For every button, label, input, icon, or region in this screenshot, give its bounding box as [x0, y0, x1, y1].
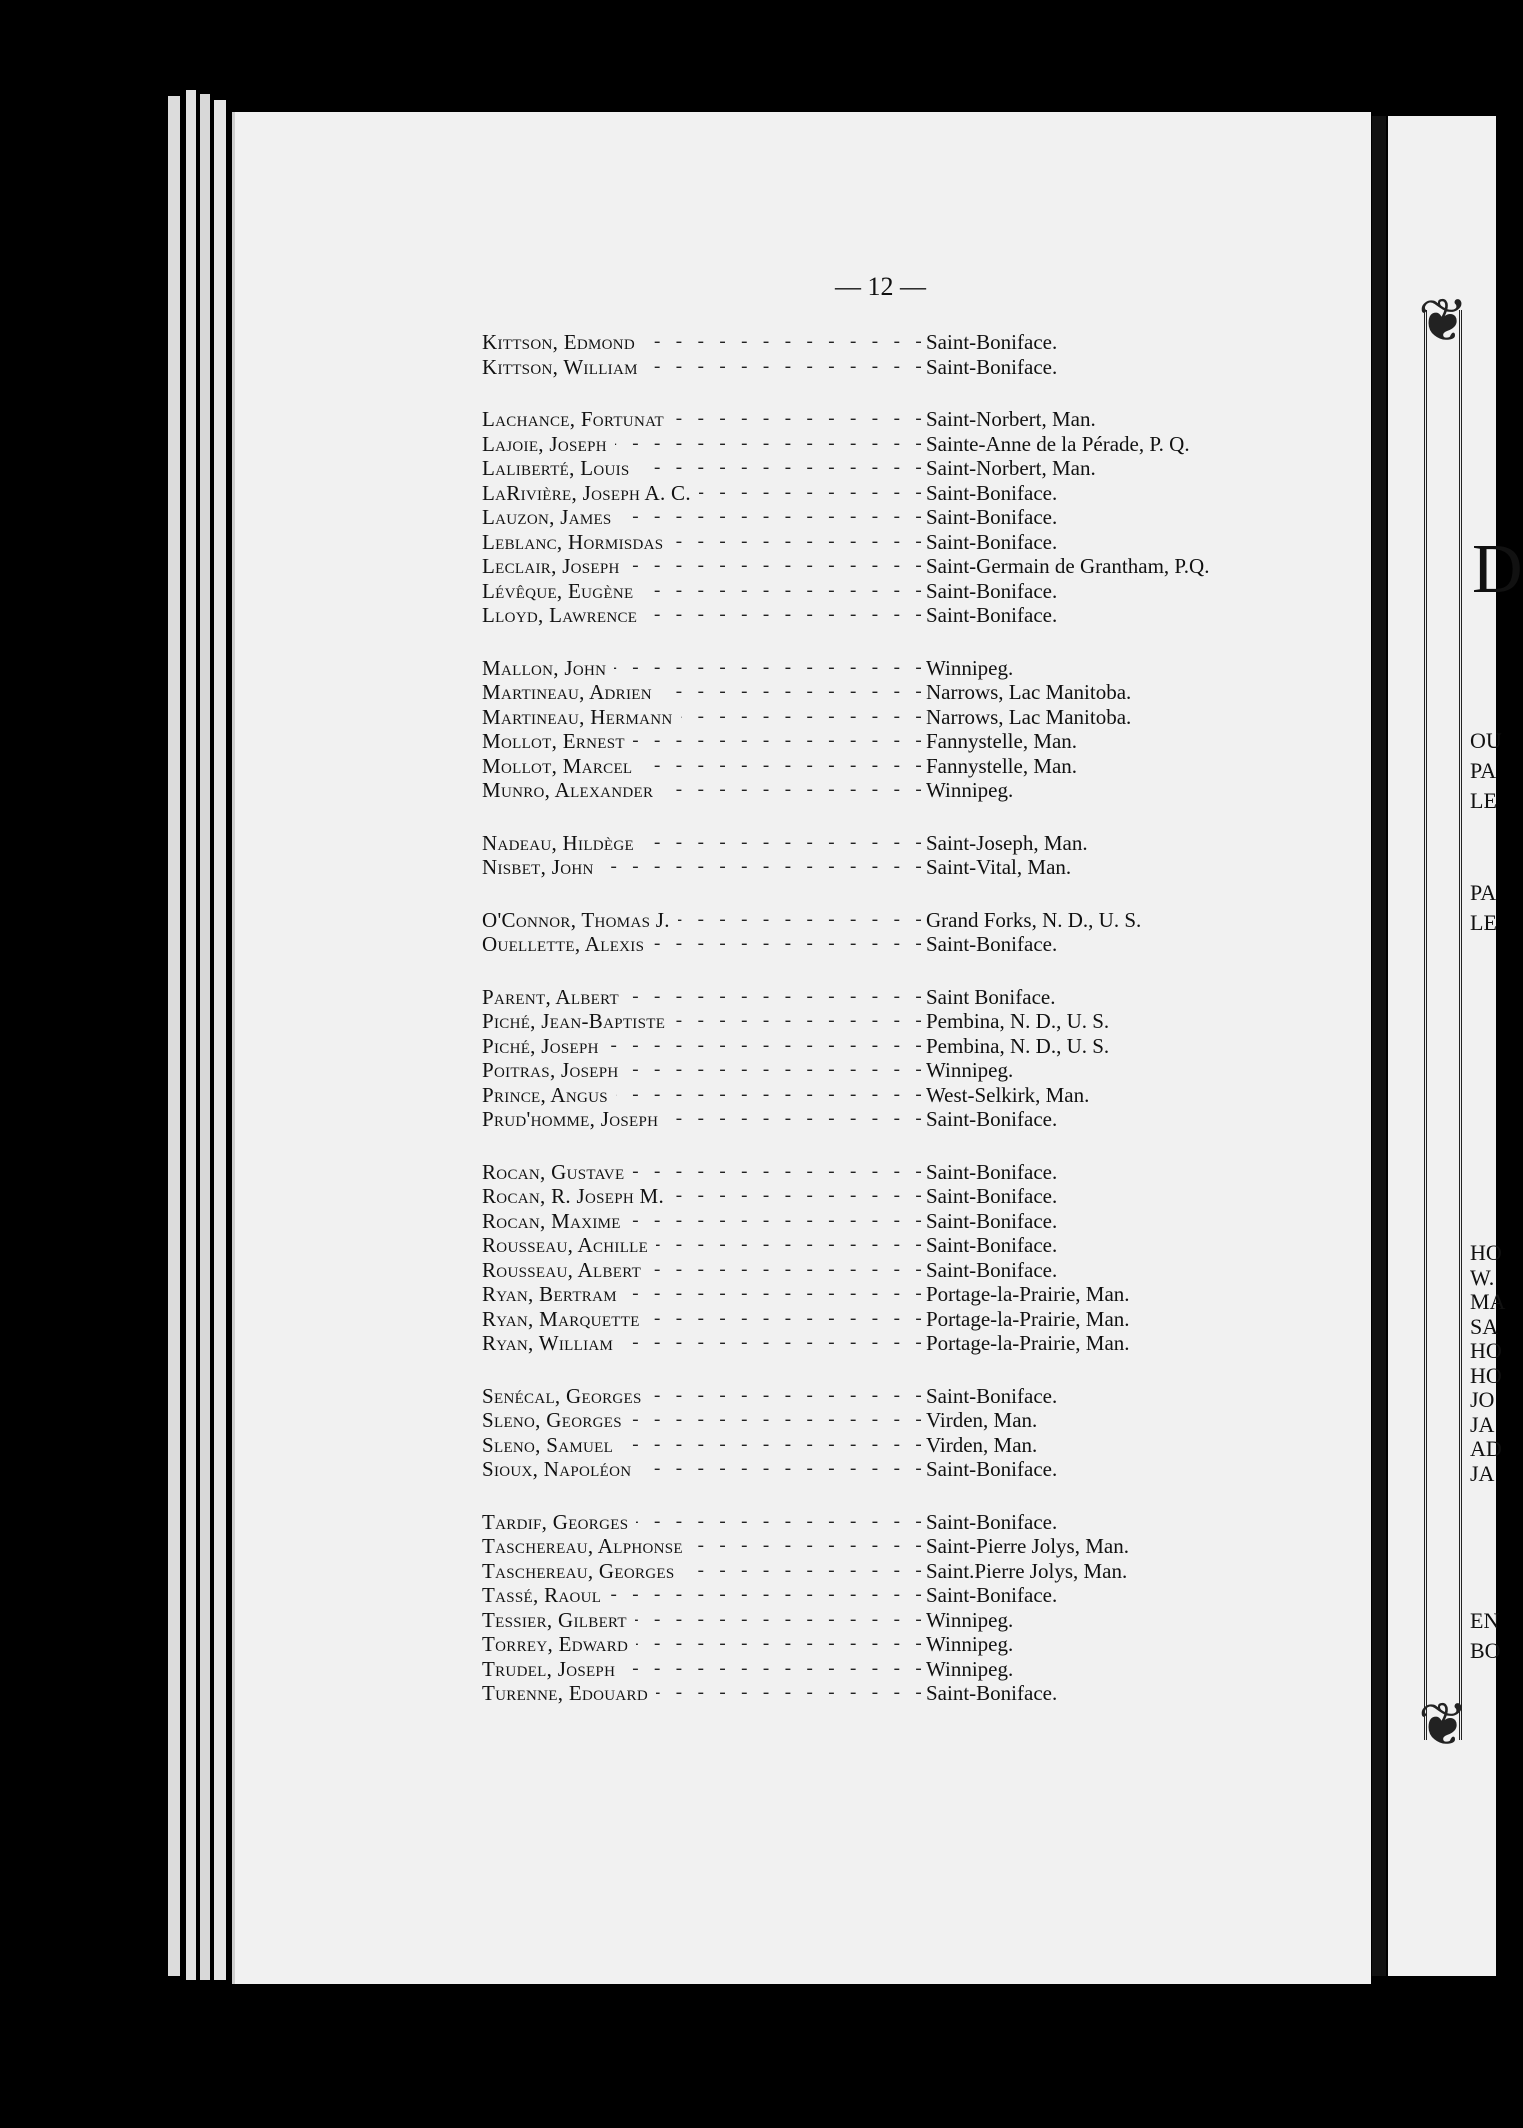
person-name: Ryan, Bertram - - [482, 1282, 926, 1307]
list-item [482, 1433, 1322, 1458]
place-name: Saint-Vital, Man. [926, 855, 1072, 879]
list-item [482, 1608, 1322, 1633]
person-name: Leblanc, Hormisdas - - [482, 530, 926, 555]
right-page-fragment: EN [1470, 1608, 1500, 1633]
person-name: Lévêque, Eugène - - [482, 579, 926, 604]
place-name: Winnipeg. [926, 778, 1014, 802]
place-name: Saint-Boniface. [926, 1583, 1058, 1607]
place-name: Virden, Man. [926, 1408, 1038, 1432]
list-item [482, 1534, 1322, 1559]
person-name: Taschereau, Alphonse - - [482, 1534, 926, 1559]
list-item [482, 1632, 1322, 1657]
person-name: Mollot, Marcel - - [482, 754, 926, 779]
person-name: O'Connor, Thomas J. - - [482, 908, 926, 933]
place-name: Narrows, Lac Manitoba. [926, 704, 1132, 729]
list-item [482, 1258, 1322, 1283]
person-name: Taschereau, Georges - - [482, 1559, 926, 1584]
place-name: Saint-Boniface. [926, 529, 1058, 554]
place-name: Fannystelle, Man. [926, 753, 1078, 778]
person-name: Munro, Alexander - - [482, 778, 926, 803]
place-name: Pembina, N. D., U. S. [926, 1009, 1110, 1033]
right-page-fragment: MA [1470, 1289, 1506, 1314]
place-name: Saint-Boniface. [926, 1159, 1058, 1184]
person-name: Parent, Albert - - [482, 985, 926, 1010]
place-name: Saint-Boniface. [926, 354, 1058, 379]
list-item [482, 1307, 1322, 1332]
person-name: Lajoie, Joseph - - [482, 432, 926, 457]
place-name: Grand Forks, N. D., U. S. [926, 907, 1142, 932]
list-item [482, 1331, 1322, 1356]
list-item [482, 729, 1322, 754]
person-name: Leclair, Joseph - - [482, 554, 926, 579]
right-page-fragment: OU [1470, 728, 1502, 753]
person-name: Turenne, Edouard - - [482, 1681, 926, 1706]
person-name: Rocan, Maxime - - [482, 1209, 926, 1234]
page-edge [186, 90, 196, 1980]
list-item [482, 1009, 1322, 1034]
right-page-fragment: AD [1470, 1436, 1502, 1461]
list-item [482, 481, 1322, 506]
place-name: Saint-Boniface. [926, 1383, 1058, 1408]
list-item [482, 1681, 1322, 1706]
place-name: Saint-Boniface. [926, 1457, 1058, 1481]
place-name: Pembina, N. D., U. S. [926, 1033, 1110, 1058]
list-item [482, 985, 1322, 1010]
person-name: Senécal, Georges - - [482, 1384, 926, 1409]
list-item [482, 530, 1322, 555]
list-item [482, 1457, 1322, 1482]
place-name: Saint-Boniface. [926, 603, 1058, 627]
place-name: Sainte-Anne de la Pérade, P. Q. [926, 431, 1190, 456]
person-name: Mallon, John - - [482, 656, 926, 681]
list-item [482, 1583, 1322, 1608]
person-name: Tardif, Georges - - [482, 1510, 926, 1535]
list-item [482, 603, 1322, 628]
list-item [482, 855, 1322, 880]
place-name: Winnipeg. [926, 1607, 1014, 1632]
person-name: Rousseau, Albert - - [482, 1258, 926, 1283]
name-group [482, 1160, 1322, 1356]
person-name: Rocan, R. Joseph M. - - [482, 1184, 926, 1209]
person-name: Nadeau, Hildège - - [482, 831, 926, 856]
place-name: Saint-Joseph, Man. [926, 830, 1088, 855]
person-name: Rousseau, Achille - - [482, 1233, 926, 1258]
right-page-fragment: PA [1470, 880, 1497, 905]
person-name: Kittson, Edmond - - [482, 330, 926, 355]
list-item [482, 355, 1322, 380]
right-page-fragment: SA [1470, 1313, 1499, 1339]
person-name: Laliberté, Louis - - [482, 456, 926, 481]
place-name: Saint-Germain de Grantham, P.Q. [926, 554, 1210, 578]
list-item [482, 831, 1322, 856]
person-name: Lauzon, James - - [482, 505, 926, 530]
list-item [482, 1384, 1322, 1409]
person-name: Lloyd, Lawrence - - [482, 603, 926, 628]
person-name: Nisbet, John - - [482, 855, 926, 880]
place-name: Saint-Boniface. [926, 480, 1058, 505]
list-item [482, 1408, 1322, 1433]
right-page-fragment: W. [1470, 1264, 1495, 1290]
person-name: LaRivière, Joseph A. C. - - [482, 481, 926, 506]
list-item [482, 505, 1322, 530]
person-name: Trudel, Joseph - - [482, 1657, 926, 1682]
person-name: Martineau, Adrien - - [482, 680, 926, 705]
place-name: Winnipeg. [926, 1656, 1014, 1681]
page-edge [200, 94, 210, 1980]
person-name: Mollot, Ernest - - [482, 729, 926, 754]
list-item [482, 1209, 1322, 1234]
place-name: Saint-Boniface. [926, 505, 1058, 529]
gutter-divider [1372, 116, 1386, 1976]
list-item [482, 554, 1322, 579]
page-edge [214, 100, 226, 1980]
person-name: Tassé, Raoul - - [482, 1583, 926, 1608]
ornament-icon: ❦ [1418, 288, 1469, 354]
list-item [482, 579, 1322, 604]
person-name: Ryan, Marquette - - [482, 1307, 926, 1332]
list-item [482, 1657, 1322, 1682]
right-page-fragment: HO [1470, 1338, 1502, 1363]
person-name: Sleno, Georges - - [482, 1408, 926, 1433]
list-item [482, 680, 1322, 705]
place-name: Winnipeg. [926, 1632, 1014, 1656]
person-name: Lachance, Fortunat - - [482, 407, 926, 432]
right-page-fragment: HO [1470, 1240, 1502, 1265]
ornamental-border [1424, 310, 1462, 1740]
person-name: Martineau, Hermann - - [482, 705, 926, 730]
list-item [482, 1510, 1322, 1535]
name-group [482, 1384, 1322, 1482]
right-page-fragment: JA [1470, 1460, 1495, 1486]
right-page-fragment: PA [1470, 758, 1497, 783]
list-item [482, 1282, 1322, 1307]
name-group [482, 831, 1322, 880]
page-number: — 12 — [835, 272, 926, 301]
list-item [482, 1160, 1322, 1185]
list-item [482, 908, 1322, 933]
person-name: Sioux, Napoléon - - [482, 1457, 926, 1482]
person-name: Torrey, Edward - - [482, 1632, 926, 1657]
person-name: Prud'homme, Joseph - - [482, 1107, 926, 1132]
place-name: Saint-Boniface. [926, 932, 1058, 956]
place-name: Portage-la-Prairie, Man. [926, 1306, 1130, 1331]
place-name: West-Selkirk, Man. [926, 1082, 1090, 1107]
list-item [482, 778, 1322, 803]
person-name: Piché, Jean-Baptiste - - [482, 1009, 926, 1034]
place-name: Saint-Boniface. [926, 1184, 1058, 1208]
place-name: Saint-Pierre Jolys, Man. [926, 1534, 1129, 1558]
person-name: Prince, Angus - - [482, 1083, 926, 1108]
place-name: Saint-Boniface. [926, 1681, 1058, 1705]
place-name: Winnipeg. [926, 1058, 1014, 1082]
place-name: Saint-Norbert, Man. [926, 407, 1096, 431]
list-item [482, 932, 1322, 957]
person-name: Sleno, Samuel - - [482, 1433, 926, 1458]
page-edge [168, 96, 180, 1976]
right-page-fragment: HO [1470, 1362, 1502, 1388]
place-name: Virden, Man. [926, 1432, 1038, 1457]
list-item [482, 1559, 1322, 1584]
list-item [482, 754, 1322, 779]
place-name: Saint-Boniface. [926, 1257, 1058, 1282]
place-name: Saint-Boniface. [926, 1233, 1058, 1257]
list-item [482, 1058, 1322, 1083]
right-page-fragment: LE [1470, 910, 1497, 935]
person-name: Rocan, Gustave - - [482, 1160, 926, 1185]
name-group [482, 407, 1322, 628]
name-group [482, 330, 1322, 379]
list-item [482, 456, 1322, 481]
list-item [482, 1083, 1322, 1108]
list-item [482, 656, 1322, 681]
right-page-initial: D [1472, 531, 1523, 608]
list-item [482, 1034, 1322, 1059]
person-name: Tessier, Gilbert - - [482, 1608, 926, 1633]
place-name: Portage-la-Prairie, Man. [926, 1282, 1130, 1306]
place-name: Saint-Boniface. [926, 1509, 1058, 1534]
place-name: Saint-Boniface. [926, 578, 1058, 603]
right-page-fragment: JA [1470, 1411, 1495, 1437]
place-name: Winnipeg. [926, 655, 1014, 680]
place-name: Narrows, Lac Manitoba. [926, 680, 1132, 704]
list-item [482, 432, 1322, 457]
right-page-fragment: LE [1470, 788, 1497, 813]
place-name: Saint-Norbert, Man. [926, 456, 1096, 480]
place-name: Portage-la-Prairie, Man. [926, 1331, 1130, 1355]
person-name: Ouellette, Alexis - - [482, 932, 926, 957]
list-item [482, 705, 1322, 730]
place-name: Saint-Boniface. [926, 330, 1058, 354]
name-group [482, 908, 1322, 957]
list-item [482, 330, 1322, 355]
right-page-fragment: BO [1470, 1638, 1501, 1663]
right-page-fragment: JO [1470, 1387, 1495, 1412]
person-name: Ryan, William - - [482, 1331, 926, 1356]
person-name: Poitras, Joseph - - [482, 1058, 926, 1083]
ornament-icon: ❦ [1418, 1692, 1469, 1758]
place-name: Fannystelle, Man. [926, 729, 1078, 753]
list-item [482, 407, 1322, 432]
name-group [482, 1510, 1322, 1706]
place-name: Saint.Pierre Jolys, Man. [926, 1558, 1128, 1583]
name-group [482, 985, 1322, 1132]
place-name: Saint-Boniface. [926, 1208, 1058, 1233]
place-name: Saint-Boniface. [926, 1107, 1058, 1131]
name-group [482, 656, 1322, 803]
list-item [482, 1184, 1322, 1209]
name-list [482, 330, 1322, 1734]
person-name: Piché, Joseph - - [482, 1034, 926, 1059]
person-name: Kittson, William - - [482, 355, 926, 380]
list-item [482, 1107, 1322, 1132]
list-item [482, 1233, 1322, 1258]
place-name: Saint Boniface. [926, 984, 1056, 1009]
